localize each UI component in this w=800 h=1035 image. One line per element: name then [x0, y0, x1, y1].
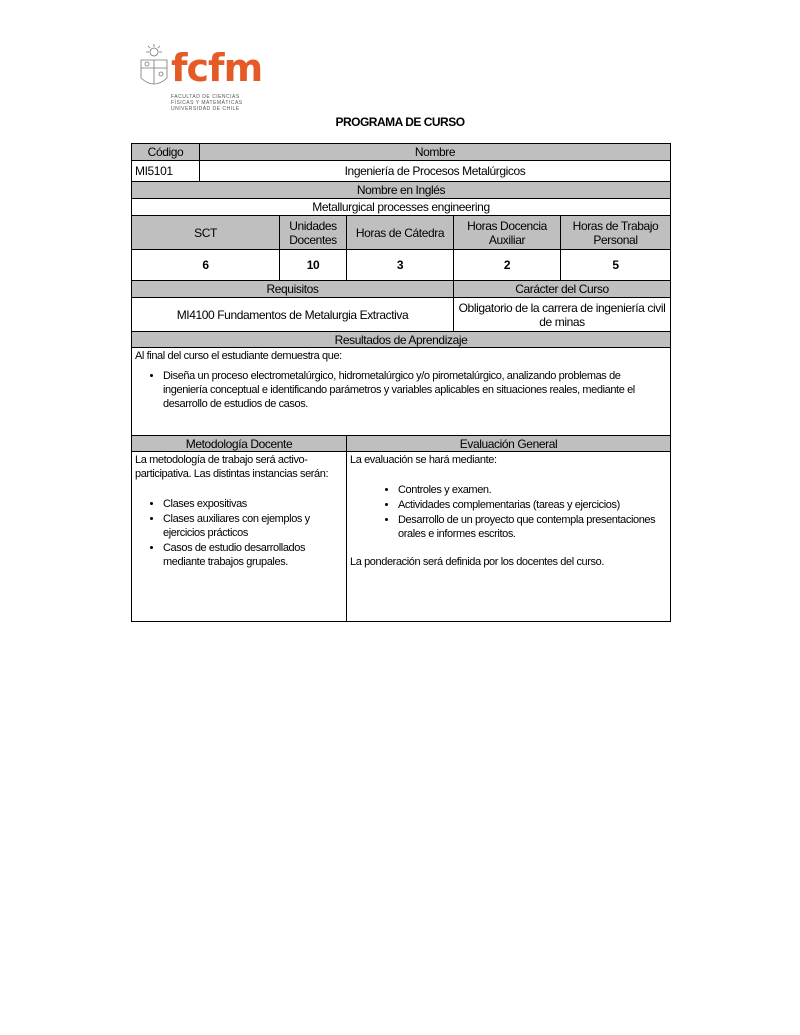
auxiliary-hours-header: Horas Docencia Auxiliar	[454, 216, 561, 250]
personal-work-hours-header: Horas de Trabajo Personal	[561, 216, 671, 250]
course-character-header: Carácter del Curso	[454, 281, 671, 298]
course-character-value: Obligatorio de la carrera de ingeniería civil de minas	[454, 298, 671, 332]
methodology-body	[132, 452, 347, 622]
learning-outcomes-list	[135, 369, 667, 411]
logo-subtitle-line: FACULTAD DE CIENCIAS	[171, 94, 240, 100]
university-crest-icon	[137, 44, 171, 94]
logo-wordmark: fcfm	[171, 46, 263, 90]
learning-outcomes-header: Resultados de Aprendizaje	[132, 332, 671, 348]
methodology-header: Metodología Docente	[132, 436, 347, 452]
list-item: • Clases auxiliares con ejemplos y ejercicios prácticos	[163, 512, 343, 540]
learning-outcomes-intro: Al final del curso el estudiante demuestra que:	[135, 350, 342, 362]
course-code: MI5101	[132, 161, 200, 182]
list-item: • Diseña un proceso electrometalúrgico, hidrometalúrgico y/o pirometalúrgico, analizando problemas de ingeniería conceptual e identificando parámetros y variables aplicables en situaciones reales, mediante el desarrollo de estudios de casos.	[163, 369, 667, 411]
personal-work-hours-value: 5	[561, 250, 671, 281]
evaluation-intro: La evaluación se hará mediante:	[350, 454, 497, 466]
teaching-units-value: 10	[280, 250, 347, 281]
list-item: • Desarrollo de un proyecto que contempla presentaciones orales e informes escritos.	[398, 513, 667, 541]
course-program-table	[131, 143, 671, 622]
list-item: • Actividades complementarias (tareas y ejercicios)	[398, 498, 667, 512]
english-name: Metallurgical processes engineering	[132, 199, 671, 216]
evaluation-list	[350, 483, 667, 541]
logo-subtitle-line: UNIVERSIDAD DE CHILE	[171, 106, 240, 112]
evaluation-header: Evaluación General	[347, 436, 671, 452]
english-name-header: Nombre en Inglés	[132, 182, 671, 199]
list-item: • Casos de estudio desarrollados mediante trabajos grupales.	[163, 541, 343, 569]
code-header: Código	[132, 144, 200, 161]
page-title: PROGRAMA DE CURSO	[335, 115, 465, 129]
lecture-hours-header: Horas de Cátedra	[347, 216, 454, 250]
methodology-list	[135, 497, 343, 569]
logo-subtitle-line: FÍSICAS Y MATEMÁTICAS	[171, 100, 243, 106]
learning-outcomes-body	[132, 348, 671, 436]
sct-header: SCT	[132, 216, 280, 250]
logo-subtitle	[171, 94, 271, 112]
sct-value: 6	[132, 250, 280, 281]
evaluation-body	[347, 452, 671, 622]
name-header: Nombre	[200, 144, 671, 161]
evaluation-closing: La ponderación será definida por los docentes del curso.	[350, 556, 605, 568]
methodology-intro: La metodología de trabajo será activo-participativa. Las distintas instancias serán:	[135, 454, 329, 480]
requirements-value: MI4100 Fundamentos de Metalurgia Extractiva	[132, 298, 454, 332]
fcfm-logo	[137, 44, 263, 114]
list-item: • Clases expositivas	[163, 497, 343, 511]
teaching-units-header: Unidades Docentes	[280, 216, 347, 250]
list-item: • Controles y examen.	[398, 483, 667, 497]
auxiliary-hours-value: 2	[454, 250, 561, 281]
requirements-header: Requisitos	[132, 281, 454, 298]
lecture-hours-value: 3	[347, 250, 454, 281]
course-name: Ingeniería de Procesos Metalúrgicos	[200, 161, 671, 182]
